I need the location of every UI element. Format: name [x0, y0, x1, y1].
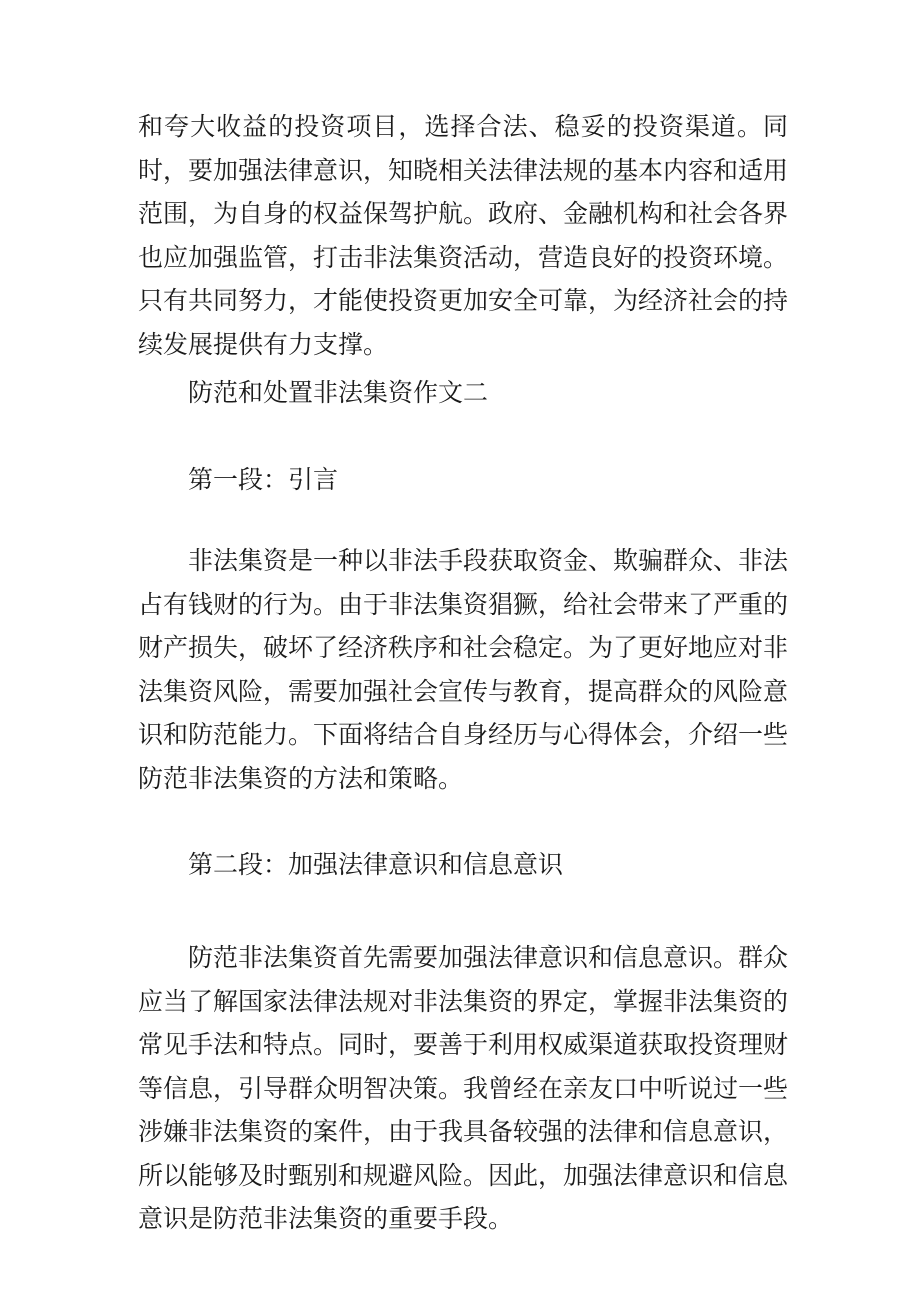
- section-1-heading: 第一段：引言: [188, 465, 339, 494]
- continued-paragraph: 和夸大收益的投资项目，选择合法、稳妥的投资渠道。同时，要加强法律意识，知晓相关法律法规的基本内容和适用范围，为自身的权益保驾护航。政府、金融机构和社会各界也应加强监管，打击非法集资活动，营造良好的投资环境。只有共同努力，才能使投资更加安全可靠，为经济社会的持续发展提供有力支撑。: [138, 112, 789, 359]
- essay-title: 防范和处置非法集资作文二: [188, 378, 489, 407]
- section-1-body: 非法集资是一种以非法手段获取资金、欺骗群众、非法占有钱财的行为。由于非法集资猖獗，给社会带来了严重的财产损失，破坏了经济秩序和社会稳定。为了更好地应对非法集资风险，需要加强社会宣传与教育，提高群众的风险意识和防范能力。下面将结合自身经历与心得体会，介绍一些防范非法集资的方法和策略。: [138, 546, 789, 793]
- section-2-heading: 第二段：加强法律意识和信息意识: [188, 850, 564, 879]
- section-2-body: 防范非法集资首先需要加强法律意识和信息意识。群众应当了解国家法律法规对非法集资的界定，掌握非法集资的常见手法和特点。同时，要善于利用权威渠道获取投资理财等信息，引导群众明智决策。我曾经在亲友口中听说过一些涉嫌非法集资的案件，由于我具备较强的法律和信息意识，所以能够及时甄别和规避风险。因此，加强法律意识和信息意识是防范非法集资的重要手段。: [138, 943, 789, 1233]
